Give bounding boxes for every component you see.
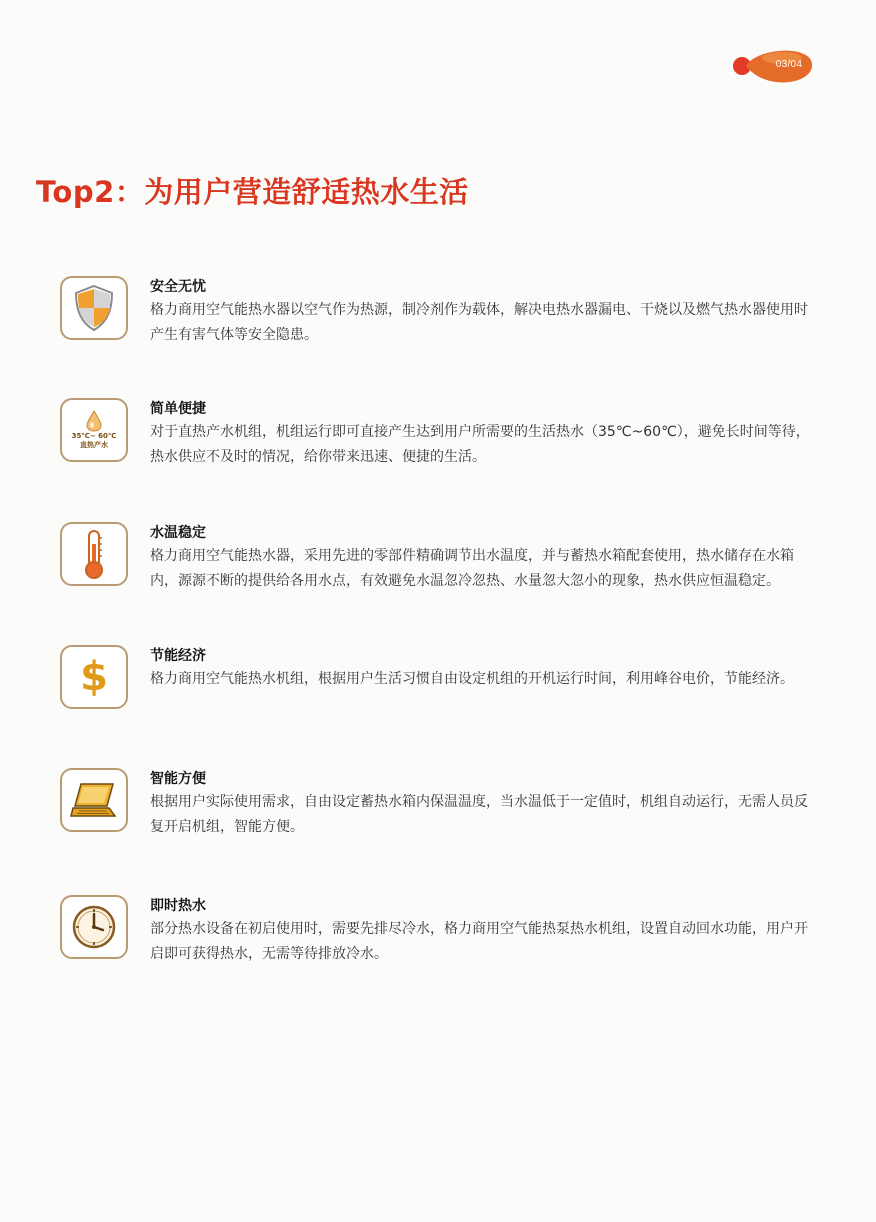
water-drop-icon [60, 398, 128, 462]
dollar-icon: $ [60, 645, 128, 709]
page-number: 03/04 [775, 59, 803, 70]
feature-text [150, 522, 820, 594]
feature-description: 根据用户实际使用需求，自由设定蓄热水箱内保温温度，当水温低于一定值时，机组自动运行，无需人员反复开启机组，智能方便。 [150, 794, 808, 835]
page-number-badge [726, 40, 816, 94]
shield-icon [60, 276, 128, 340]
feature-text [150, 398, 820, 470]
feature-heading: 安全无忧 [150, 279, 206, 295]
feature-description: 格力商用空气能热水机组，根据用户生活习惯自由设定机组的开机运行时间，利用峰谷电价，节能经济。 [150, 671, 794, 687]
feature-text [150, 895, 820, 967]
feature-heading: 节能经济 [150, 648, 206, 664]
feature-description: 对于直热产水机组，机组运行即可直接产生达到用户所需要的生活热水（35℃~60℃），避免长时间等待，热水供应不及时的情况，给你带来迅速、便捷的生活。 [150, 424, 810, 465]
direct-heat-label: 直热产水 [80, 441, 108, 449]
page-title: Top2：为用户营造舒适热水生活 [36, 175, 469, 209]
feature-description: 格力商用空气能热水器，采用先进的零部件精确调节出水温度，并与蓄热水箱配套使用，热水储存在水箱内，源源不断的提供给各用水点，有效避免水温忽冷忽热、水量忽大忽小的现象，热水供应恒温稳定。 [150, 548, 794, 589]
laptop-icon [60, 768, 128, 832]
thermometer-icon [60, 522, 128, 586]
feature-description: 部分热水设备在初启使用时，需要先排尽冷水，格力商用空气能热泵热水机组，设置自动回水功能，用户开启即可获得热水，无需等待排放冷水。 [150, 921, 808, 962]
feature-text [150, 645, 820, 692]
temp-range-label: 35℃~ 60℃ [71, 432, 117, 440]
feature-heading: 简单便捷 [150, 401, 206, 417]
feature-text [150, 276, 820, 348]
feature-text [150, 768, 820, 840]
feature-description: 格力商用空气能热水器以空气作为热源，制冷剂作为载体，解决电热水器漏电、干烧以及燃气热水器使用时产生有害气体等安全隐患。 [150, 302, 808, 343]
clock-icon [60, 895, 128, 959]
feature-heading: 即时热水 [150, 898, 206, 914]
feature-heading: 水温稳定 [150, 525, 206, 541]
feature-heading: 智能方便 [150, 771, 206, 787]
